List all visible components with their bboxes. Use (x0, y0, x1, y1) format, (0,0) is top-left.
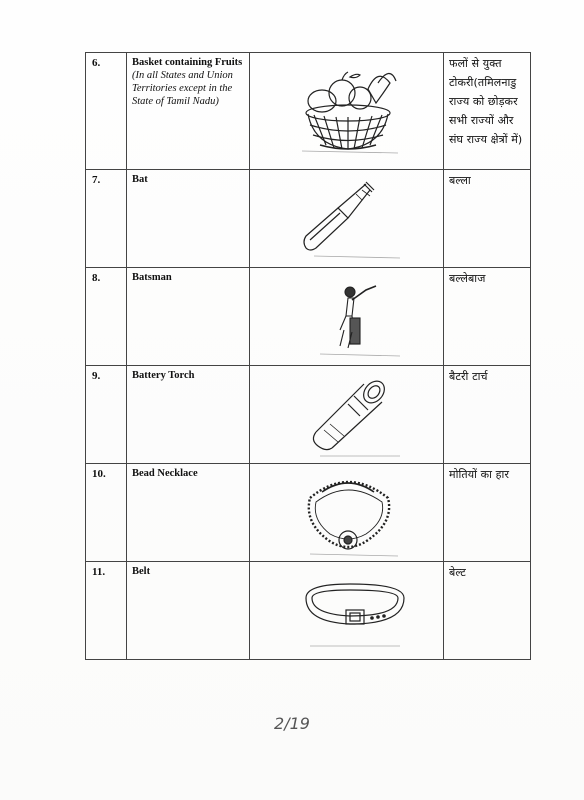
table-row (86, 170, 531, 268)
hindi-name: मोतियों का हार (449, 468, 510, 481)
bead-necklace-icon (250, 464, 444, 562)
symbol-note: (In all States and Union Territories except in the State of Tamil Nadu) (132, 70, 233, 107)
symbols-table (85, 52, 531, 660)
row-number: 10. (92, 468, 106, 480)
hindi-name: बेल्ट (449, 566, 466, 579)
belt-icon (250, 562, 444, 660)
table-row (86, 268, 531, 366)
row-number: 8. (92, 272, 101, 284)
battery-torch-icon (250, 366, 444, 464)
hindi-name: बल्लेबाज (449, 272, 486, 285)
symbol-name: Battery Torch (132, 370, 195, 381)
batsman-icon (250, 268, 444, 366)
hindi-name: फलों से युक्त टोकरी(तमिलनाडु राज्य को छोड़कर सभी राज्यों और संघ राज्य क्षेत्रों में) (449, 57, 523, 146)
table-row (86, 53, 531, 170)
symbol-name: Belt (132, 566, 151, 577)
page-number: 2/19 (274, 714, 310, 733)
symbol-name: Bead Necklace (132, 468, 198, 479)
cricket-bat-icon (250, 170, 444, 268)
row-number: 11. (92, 566, 106, 578)
table-row (86, 366, 531, 464)
symbol-name: Bat (132, 174, 148, 185)
row-number: 9. (92, 370, 101, 382)
table-row (86, 464, 531, 562)
symbol-name: Basket containing Fruits (132, 57, 243, 68)
table-row (86, 562, 531, 660)
hindi-name: बल्ला (449, 174, 471, 187)
row-number: 6. (92, 57, 101, 69)
row-number: 7. (92, 174, 101, 186)
symbol-name: Batsman (132, 272, 172, 283)
fruit-basket-icon (250, 53, 444, 170)
hindi-name: बैटरी टार्च (449, 370, 488, 383)
